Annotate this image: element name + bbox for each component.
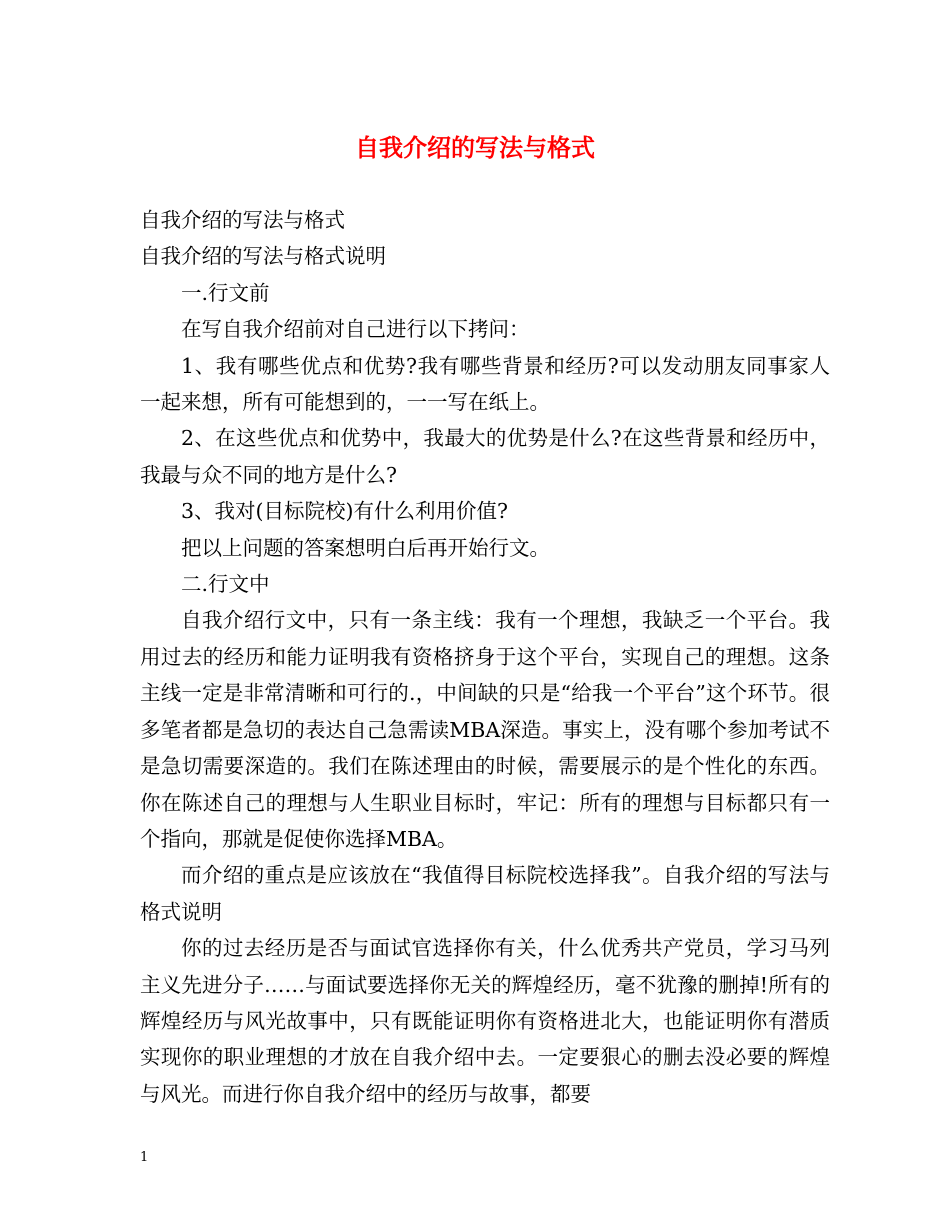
list-item: 2、在这些优点和优势中，我最大的优势是什么?在这些背景和经历中，我最与众不同的地方是什么? <box>140 426 830 487</box>
page-number: 1 <box>140 1150 149 1165</box>
body-paragraph: 把以上问题的答案想明白后再开始行文。 <box>181 535 550 560</box>
section-heading: 一.行文前 <box>181 280 270 305</box>
body-paragraph: 自我介绍的写法与格式 <box>140 208 345 232</box>
body-paragraph: 而介绍的重点是应该放在“我值得目标院校选择我”。自我介绍的写法与格式说明 <box>140 863 830 924</box>
list-item: 3、我对(目标院校)有什么利用价值? <box>181 499 509 524</box>
body-paragraph: 你的过去经历是否与面试官选择你有关，什么优秀共产党员，学习马列主义先进分子……与面试要选择你无关的辉煌经历，毫不犹豫的删掉!所有的辉煌经历与风光故事中，只有既能证明你有资格进北大，也能证明你有潜质实现你的职业理想的才放在自我介绍中去。一定要狠心的删去没必要的辉煌与风光。而进行你自我介绍中的经历与故事，都要 <box>140 936 830 1106</box>
section-heading: 二.行文中 <box>181 572 270 597</box>
list-item: 1、我有哪些优点和优势?我有哪些背景和经历?可以发动朋友同事家人一起来想，所有可能想到的，一一写在纸上。 <box>140 353 830 415</box>
body-paragraph: 自我介绍行文中，只有一条主线：我有一个理想，我缺乏一个平台。我用过去的经历和能力证明我有资格挤身于这个平台，实现自己的理想。这条主线一定是非常清晰和可行的.，中间缺的只是“给我一个平台”这个环节。很多笔者都是急切的表达自己急需读MBA深造。事实上，没有哪个参加考试不是急切需要深造的。我们在陈述理由的时候，需要展示的是个性化的东西。你在陈述自己的理想与人生职业目标时，牢记：所有的理想与目标都只有一个指向，那就是促使你选择MBA。 <box>140 608 830 851</box>
body-paragraph: 自我介绍的写法与格式说明 <box>140 244 386 269</box>
document-title: 自我介绍的写法与格式 <box>355 133 595 162</box>
document-body <box>140 202 830 1112</box>
body-paragraph: 在写自我介绍前对自己进行以下拷问： <box>181 317 530 342</box>
